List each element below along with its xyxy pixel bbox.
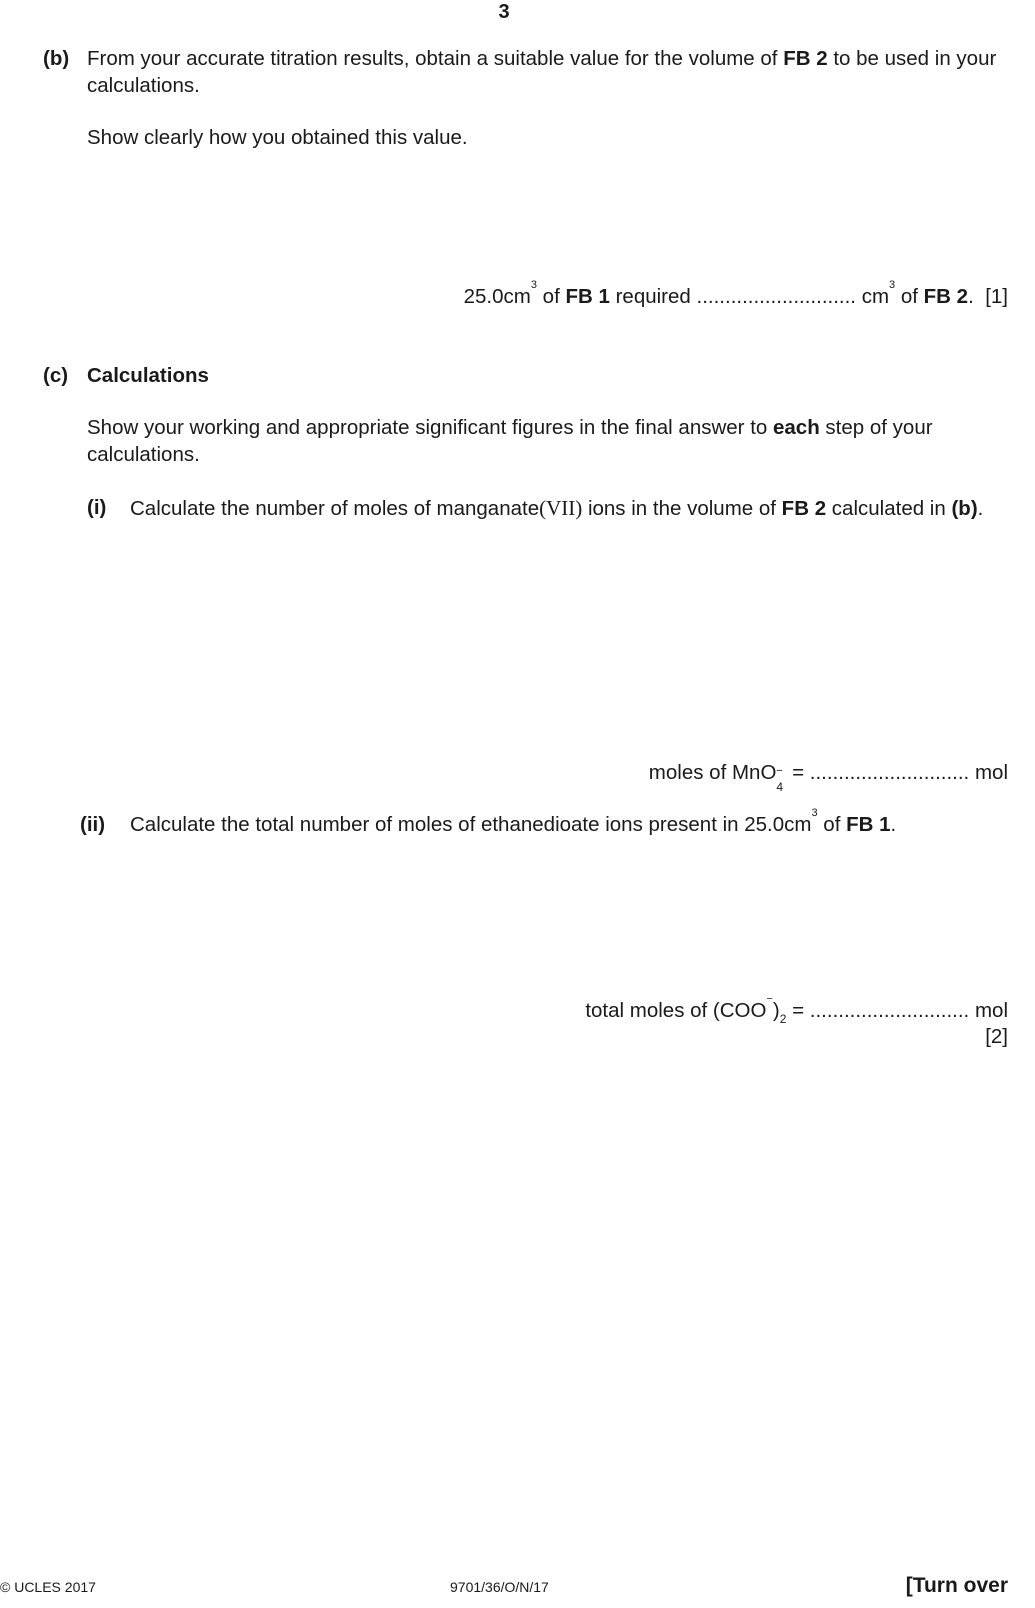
part-ii-fb1: FB 1	[846, 813, 891, 836]
answer-end: .	[968, 285, 974, 308]
answer-blank[interactable]: ............................	[696, 285, 856, 308]
coo-blank[interactable]: ............................	[809, 999, 970, 1022]
answer-of2: of	[895, 285, 924, 308]
answer-unit: cm	[503, 285, 531, 308]
coo-subscript: 2	[779, 1012, 787, 1026]
part-ii-text-1: Calculate the total number of moles of ethanedioate ions present in 25.0	[130, 813, 785, 836]
coo-equals: =	[786, 999, 810, 1022]
part-ii-label: (ii)	[80, 813, 106, 836]
mno4-unit: mol	[969, 761, 1008, 784]
part-b-text-2: to be used in your calculations.	[87, 47, 997, 97]
part-c-instruction	[87, 415, 1009, 468]
part-b-answer-line	[463, 279, 1008, 311]
part-i-text-3: calculated in	[826, 497, 952, 520]
part-b-instruction: Show clearly how you obtained this value.	[87, 126, 468, 149]
answer-power: 3	[530, 279, 537, 291]
part-ii-marks: [2]	[985, 1025, 1008, 1048]
mno4-subscript: 4	[776, 780, 784, 794]
answer-volume: 25.0	[463, 285, 504, 308]
part-b-text-1: From your accurate titration results, obtain a suitable value for the volume of	[87, 47, 784, 70]
part-ii-question	[130, 807, 1009, 839]
mno4-charge: −	[776, 765, 783, 777]
answer-required: required	[609, 285, 697, 308]
part-i-fb2: FB 2	[781, 497, 827, 520]
part-c-heading: Calculations	[87, 364, 209, 387]
answer-unit2: cm	[856, 285, 890, 308]
part-c-instruction-1: Show your working and appropriate significant figures in the final answer to	[87, 416, 773, 439]
part-i-label: (i)	[87, 496, 107, 519]
part-ii-of: of	[817, 813, 847, 836]
part-c-instruction-2: step of your calculations.	[87, 416, 933, 466]
page-number: 3	[498, 1, 510, 23]
coo-charge: −	[766, 993, 773, 1005]
part-ii-answer-line	[585, 993, 1008, 1026]
coo-close: )	[772, 999, 780, 1022]
answer-fb1: FB 1	[565, 285, 610, 308]
part-b-question	[87, 46, 1009, 99]
part-ii-end: .	[890, 813, 897, 836]
part-i-text-1: Calculate the number of moles of manganate	[130, 497, 540, 520]
part-i-text-2: ions in the volume of	[582, 497, 782, 520]
part-ii-unit: cm	[784, 813, 812, 836]
part-ii-power: 3	[811, 807, 818, 819]
answer-of: of	[536, 285, 566, 308]
part-i-roman: (VII)	[539, 496, 583, 520]
part-i-ref: (b)	[951, 497, 978, 520]
answer-power2: 3	[889, 279, 896, 291]
mno4-subsup	[776, 765, 786, 794]
footer-code: 9701/36/O/N/17	[450, 1579, 549, 1595]
footer-turn-over: [Turn over	[905, 1574, 1008, 1597]
coo-prefix: total moles of (COO	[585, 999, 767, 1022]
answer-fb2: FB 2	[923, 285, 969, 308]
part-i-question	[130, 495, 1009, 523]
part-i-text-4: .	[977, 497, 984, 520]
part-i-answer-line	[648, 760, 1008, 794]
part-c-instruction-bold: each	[773, 416, 820, 439]
coo-unit: mol	[969, 999, 1008, 1022]
mno4-blank[interactable]: ............................	[809, 761, 970, 784]
mno4-equals: =	[786, 761, 810, 784]
part-b-label: (b)	[43, 47, 70, 70]
mno4-prefix: moles of MnO	[648, 761, 777, 784]
footer-copyright: © UCLES 2017	[0, 1579, 96, 1595]
part-b-fb2: FB 2	[783, 47, 828, 70]
part-c-label: (c)	[43, 364, 69, 387]
part-b-marks: [1]	[985, 285, 1008, 308]
